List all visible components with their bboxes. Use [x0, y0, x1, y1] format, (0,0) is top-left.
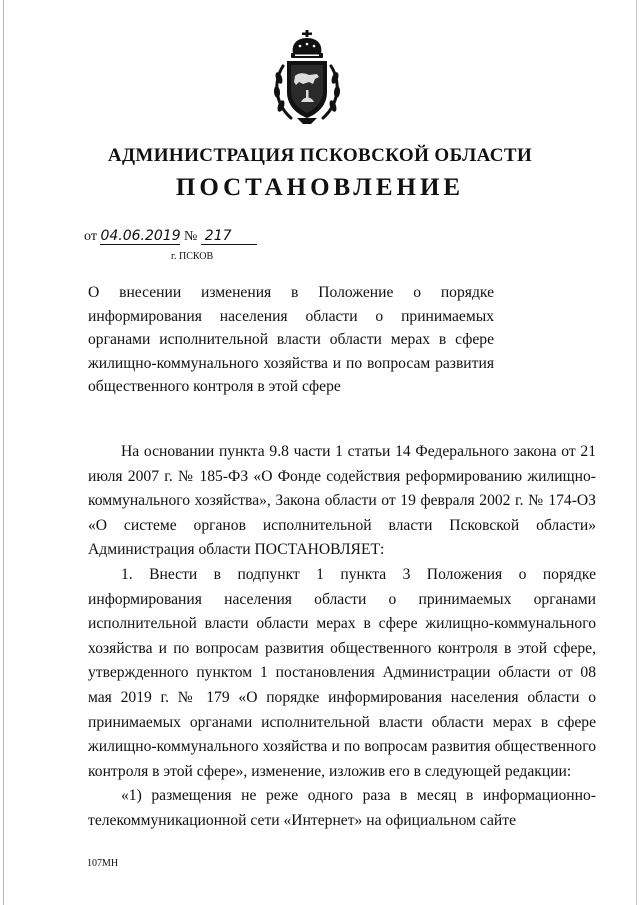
document-type-title: ПОСТАНОВЛЕНИЕ [175, 174, 465, 201]
city-label: г. ПСКОВ [171, 251, 214, 262]
organization-title: АДМИНИСТРАЦИЯ ПСКОВСКОЙ ОБЛАСТИ [107, 145, 533, 166]
document-date: 04.06.2019 [100, 228, 181, 244]
number-label: № [183, 229, 198, 244]
footer-document-code: 107МН [87, 858, 119, 869]
from-label: от [84, 229, 97, 244]
body-paragraph: «1) размещения не реже одного раза в месяц в информационно-телекоммуникационной сети «Интернет» на официальном сайте [88, 787, 596, 829]
scan-edge-left [3, 0, 4, 905]
document-subject: О внесении изменения в Положение о порядке информирования населения области о принимаемых органами исполнительной власти области мерах в сфере жилищно-коммунального хозяйства и по вопросам развития общественного контроля в этой сфере [88, 284, 494, 395]
document-body [88, 440, 596, 834]
date-number-line [84, 229, 257, 245]
document-number: 217 [201, 229, 257, 245]
body-paragraph: На основании пункта 9.8 части 1 статьи 14 Федерального закона от 21 июля 2007 г. № 185-ФЗ «О Фонде содействия реформированию жилищно-коммунального хозяйства», Закона области от 19 февраля 2002 г. № 174-ОЗ «О системе органов исполнительной власти Псковской области» Администрация области ПОСТАНОВЛЯЕТ: [88, 443, 596, 559]
body-paragraph: 1. Внести в подпункт 1 пункта 3 Положения о порядке информирования населения области о принимаемых органами исполнительной власти области мерах в сфере жилищно-коммунального хозяйства и по вопросам развития общественного контроля в этой сфере, утвержденного пунктом 1 постановления Администрации области от 08 мая 2019 г. № 179 «О порядке информирования населения области о принимаемых органами исполнительной власти области мерах в сфере жилищно-коммунального хозяйства и по вопросам развития общественного контроля в этой сфере», изменение, изложив его в следующей редакции: [88, 565, 596, 780]
scan-edge-right [636, 0, 637, 905]
coat-of-arms-icon [271, 30, 343, 126]
